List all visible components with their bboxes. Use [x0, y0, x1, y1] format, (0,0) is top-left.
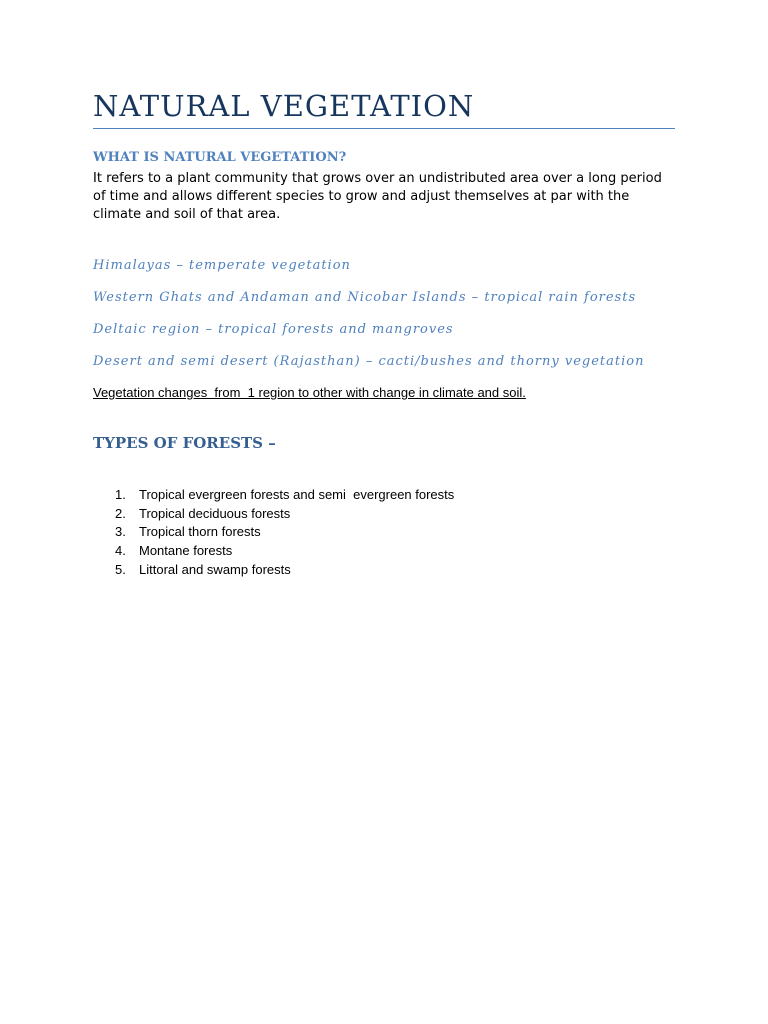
list-item-text: Montane forests	[139, 543, 233, 559]
list-item-text: Tropical thorn forests	[139, 524, 261, 540]
list-item-text: Littoral and swamp forests	[139, 561, 291, 577]
list-item-text: Tropical evergreen forests and semi evergreen forests	[139, 487, 455, 502]
vegetation-region-himalayas: Himalayas – temperate vegetation	[93, 258, 351, 273]
definition-paragraph: It refers to a plant community that grows over an undistributed area over a long period of time and allows different species to grow and adjust themselves at par with the climate and soil of that area.	[93, 171, 662, 222]
forest-types-list	[93, 486, 455, 579]
section-heading-what-is: WHAT IS NATURAL VEGETATION?	[93, 150, 347, 165]
list-item	[93, 523, 261, 542]
title-underline-divider	[93, 128, 675, 129]
section-heading-types-of-forests: TYPES OF FORESTS –	[93, 434, 276, 452]
list-item-number: 4.	[115, 543, 126, 559]
list-item-text: Tropical deciduous forests	[139, 505, 291, 521]
list-item-number: 2.	[115, 505, 126, 521]
list-item-number: 3.	[115, 524, 126, 540]
vegetation-change-note: Vegetation changes from 1 region to other with change in climate and soil.	[93, 385, 526, 400]
list-item	[93, 542, 233, 561]
list-item	[93, 505, 291, 524]
list-item	[93, 561, 291, 580]
vegetation-region-desert: Desert and semi desert (Rajasthan) – cacti/bushes and thorny vegetation	[93, 354, 645, 369]
vegetation-region-western-ghats: Western Ghats and Andaman and Nicobar Islands – tropical rain forests	[93, 290, 637, 305]
page-title: NATURAL VEGETATION	[93, 89, 475, 123]
list-item-number: 1.	[115, 487, 126, 502]
list-item	[93, 486, 455, 505]
vegetation-region-deltaic: Deltaic region – tropical forests and mangroves	[93, 322, 454, 337]
list-item-number: 5.	[115, 561, 126, 577]
